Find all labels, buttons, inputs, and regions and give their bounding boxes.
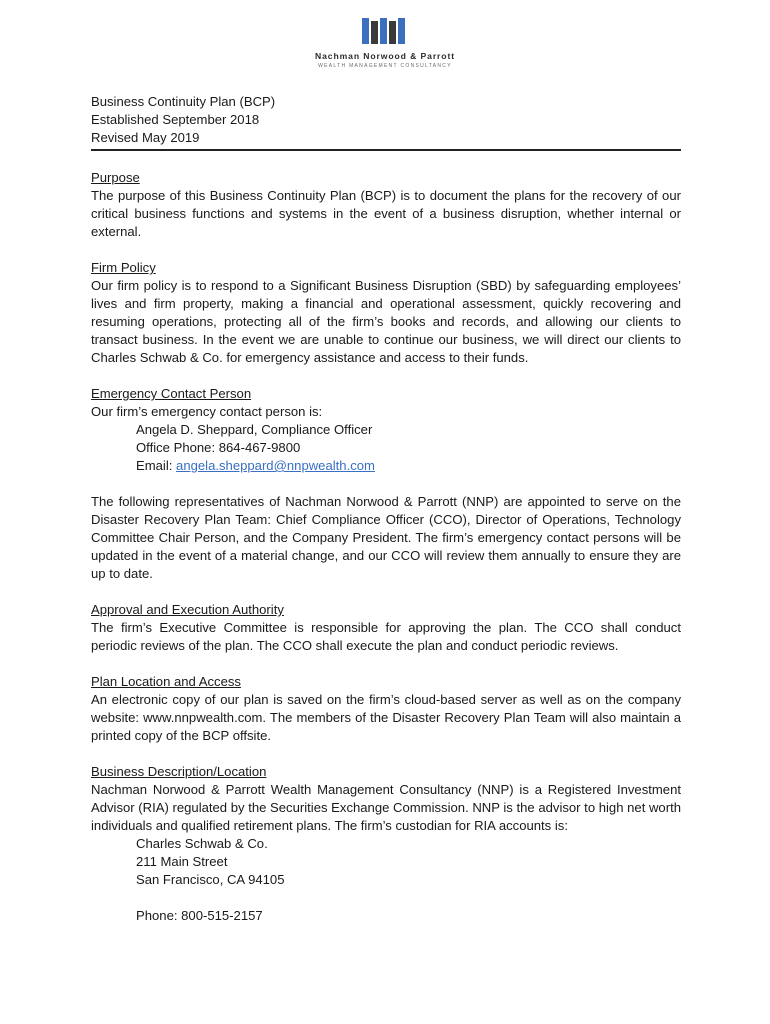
established-date: Established September 2018 — [91, 112, 260, 127]
contact-phone: Office Phone: 864-467-9800 — [136, 440, 301, 455]
custodian-name: Charles Schwab & Co. — [136, 836, 268, 851]
company-logo — [290, 16, 480, 69]
firm-policy-heading: Firm Policy — [91, 260, 156, 275]
approval-text: The firm’s Executive Committee is responsible for approving the plan. The CCO shall conduct periodic reviews of the plan. The CCO shall execute the plan and conduct periodic reviews. — [91, 620, 681, 653]
purpose-heading: Purpose — [91, 170, 140, 185]
approval-heading: Approval and Execution Authority — [91, 602, 284, 617]
emergency-contact-section — [91, 385, 681, 583]
logo-tagline: WEALTH MANAGEMENT CONSULTANCY — [318, 63, 452, 69]
emergency-contact-heading: Emergency Contact Person — [91, 386, 252, 401]
emergency-contact-intro: Our firm’s emergency contact person is: — [91, 404, 323, 419]
contact-email-label: Email: — [136, 458, 173, 473]
custodian-phone: Phone: 800-515-2157 — [136, 908, 263, 923]
purpose-text: The purpose of this Business Continuity Plan (BCP) is to document the plans for the recovery of our critical business functions and systems in the event of a business disruption, whether internal or external. — [91, 188, 681, 239]
logo-mark-icon — [360, 16, 410, 46]
purpose-section — [91, 169, 681, 241]
custodian-address-line2: San Francisco, CA 94105 — [136, 872, 285, 887]
plan-location-text: An electronic copy of our plan is saved on the firm’s cloud-based server as well as on the company website: www.nnpwealth.com. The members of the Disaster Recovery Plan Team will also maintain a printed copy of the BCP offsite. — [91, 692, 681, 743]
firm-policy-text: Our firm policy is to respond to a Significant Business Disruption (SBD) by safeguarding employees’ lives and firm property, making a financial and operational assessment, quickly recovering and resuming operations, protecting all of the firm’s books and records, and allowing our clients to transact business. In the event we are unable to continue our business, we will direct our clients to Charles Schwab & Co. for emergency assistance and access to their funds. — [91, 278, 681, 365]
business-description-text: Nachman Norwood & Parrott Wealth Management Consultancy (NNP) is a Registered Investment Advisor (RIA) regulated by the Securities Exchange Commission. NNP is the advisor to high net worth individuals and qualified retirement plans. The firm’s custodian for RIA accounts is: — [91, 782, 681, 833]
contact-email-link[interactable]: angela.sheppard@nnpwealth.com — [176, 458, 375, 473]
firm-policy-section — [91, 259, 681, 367]
spacer — [91, 475, 681, 493]
business-description-heading: Business Description/Location — [91, 764, 267, 779]
recovery-team-text: The following representatives of Nachman Norwood & Parrott (NNP) are appointed to serve on the Disaster Recovery Plan Team: Chief Compliance Officer (CCO), Director of Operations, Technology Committee Chair Person, and the Company President. The firm’s emergency contact persons will be updated in the event of a material change, and our CCO will review them annually to ensure they are up to date. — [91, 494, 681, 581]
contact-email-line — [91, 457, 681, 475]
document-title-block — [91, 93, 681, 151]
logo-company-name: Nachman Norwood & Parrott — [315, 51, 455, 61]
custodian-address-line1: 211 Main Street — [136, 854, 228, 869]
plan-location-heading: Plan Location and Access — [91, 674, 241, 689]
approval-section — [91, 601, 681, 655]
spacer — [91, 889, 681, 907]
business-description-section — [91, 763, 681, 925]
document-title: Business Continuity Plan (BCP) — [91, 94, 276, 109]
revised-date: Revised May 2019 — [91, 130, 200, 145]
plan-location-section — [91, 673, 681, 745]
document-body — [91, 93, 681, 925]
contact-name: Angela D. Sheppard, Compliance Officer — [136, 422, 373, 437]
